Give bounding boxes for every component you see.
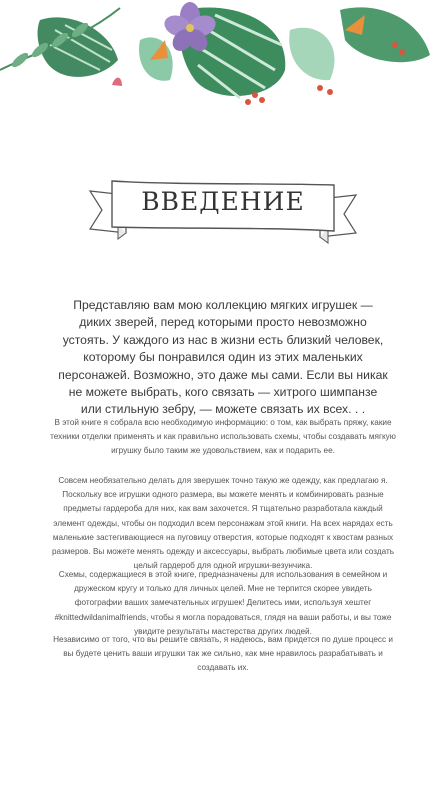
title-banner — [88, 175, 358, 247]
tropical-leaves-illustration — [0, 0, 445, 112]
body-paragraph-1: В этой книге я собрала всю необходимую информацию: о том, как выбрать пряжу, какие техники отделки применять и как правильно использовать схемы, чтобы создавать мягкую игрушку было таким же удовольствием, как и подарить ее. — [50, 418, 396, 456]
body-paragraph-4: Независимо от того, что вы решите связать, я надеюсь, вам придется по душе процесс и вы будете ценить ваши игрушки так же сильно, как мне нравилось разрабатывать и создавать их. — [53, 635, 393, 673]
intro-paragraph: Представляю вам мою коллекцию мягких игрушек — диких зверей, перед которыми просто невозможно устоять. У каждого из нас в жизни есть близкий человек, которому бы понравился один из этих маленьких персонажей. Возможно, это даже мы сами. Если вы никак не можете выбрать, кого связать — хитрого шимпанзе или стильную зебру, — можете связать их всех. . . — [58, 298, 388, 417]
body-paragraph-2: Совсем необязательно делать для зверушек точно такую же одежду, как предлагаю я. Поскольку все игрушки одного размера, вы можете менять и комбинировать разные предметы гардероба для них, как вам захочется. Я тщательно разработала каждый элемент одежды, чтобы он подходил всем персонажам этой книги. На всех нарядах есть маленькие застегивающиеся на пуговицу отверстия, которые подходят к хвостам разных размеров. Вы можете менять одежду и аксессуары, выбрать любимые цвета или создать целый гардероб для одной игрушки-везунчика. — [52, 476, 394, 571]
leaf-right — [340, 7, 430, 62]
page-title: ВВЕДЕНИЕ — [141, 187, 305, 216]
body-paragraph-3: Схемы, содержащиеся в этой книге, предназначены для использования в семейном и дружеском кругу и только для личных целей. Мне не терпится скорее увидеть фотографии ваших замечательных игрушек! Делитесь ими, используя хештег #knittedwildanimalfriends, чтобы я могла порадоваться, глядя на ваши работы, и вы тоже увидите результаты мастерства других людей. — [54, 570, 392, 636]
pink-bud — [112, 78, 122, 86]
leaf-light-2 — [289, 28, 334, 80]
